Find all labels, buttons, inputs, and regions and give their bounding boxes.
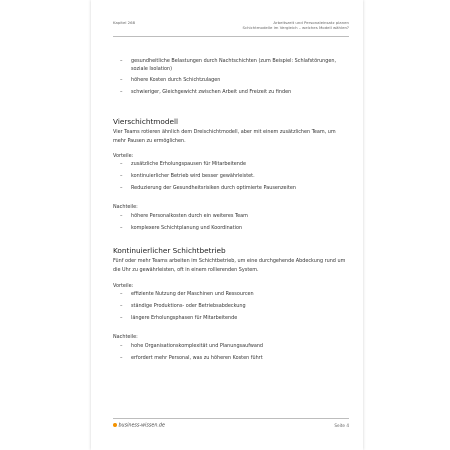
list-item: – gesundheitliche Belastungen durch Nachtschichten (zum Beispiel: Schlafstörungen, soziale Isolation) (120, 58, 349, 73)
header-title-line2: Schichtmodelle im Vergleich – welches Modell wählen? (242, 25, 349, 30)
pros-label: Vorteile: (113, 283, 134, 289)
cons-label: Nachteile: (113, 334, 138, 340)
cons-list (113, 343, 349, 367)
header-title-line1: Arbeitszeit und Personaleinsatz planen (273, 20, 349, 25)
cons-list (113, 213, 349, 237)
logo-text: business-wissen.de (118, 423, 165, 429)
list-item: – längere Erholungsphasen für Mitarbeitende (120, 315, 349, 323)
pros-label: Vorteile: (113, 153, 134, 159)
brand-logo[interactable] (113, 423, 165, 429)
header-title (242, 20, 349, 30)
pros-list (113, 291, 349, 327)
list-item: – Reduzierung der Gesundheitsrisiken durch optimierte Pausenzeiten (120, 185, 349, 193)
cons-label: Nachteile: (113, 204, 138, 210)
list-item: – höhere Personalkosten durch ein weiteres Team (120, 213, 349, 221)
list-item: – hohe Organisationskomplexität und Planungsaufwand (120, 343, 349, 351)
chapter-label: Kapitel 268 (113, 20, 136, 25)
pros-list (113, 161, 349, 197)
logo-dot-icon (113, 423, 117, 427)
page-footer (113, 418, 349, 431)
list-item: – komplexere Schichtplanung und Koordination (120, 225, 349, 233)
list-item: – effiziente Nutzung der Maschinen und Ressourcen (120, 291, 349, 299)
section-heading-kontinuierlich: Kontinuierlicher Schichtbetrieb (113, 246, 226, 255)
page-number: Seite 4 (334, 423, 349, 428)
list-item: – erfordert mehr Personal, was zu höheren Kosten führt (120, 355, 349, 363)
list-item: – zusätzliche Erholungspausen für Mitarbeitende (120, 161, 349, 169)
list-item: – höhere Kosten durch Schichtzulagen (120, 77, 349, 85)
section-heading-vierschicht: Vierschichtmodell (113, 117, 179, 126)
list-item: – kontinuierlicher Betrieb wird besser gewährleistet. (120, 173, 349, 181)
section-intro-kontinuierlich: Fünf oder mehr Teams arbeiten im Schichtbetrieb, um eine durchgehende Abdeckung rund um die Uhr zu gewährleisten, oft in einem rollierenden System. (113, 258, 346, 273)
page-header (113, 20, 349, 37)
list-item: – schwieriger, Gleichgewicht zwischen Arbeit und Freizeit zu finden (120, 89, 349, 97)
section-intro-vierschicht: Vier Teams rotieren ähnlich dem Dreischichtmodell, aber mit einem zusätzlichen Team, um mehr Pausen zu ermöglichen. (113, 129, 336, 144)
document-page (91, 0, 363, 450)
top-bullet-list (113, 58, 349, 101)
list-item: – ständige Produktions- oder Betriebsabdeckung (120, 303, 349, 311)
